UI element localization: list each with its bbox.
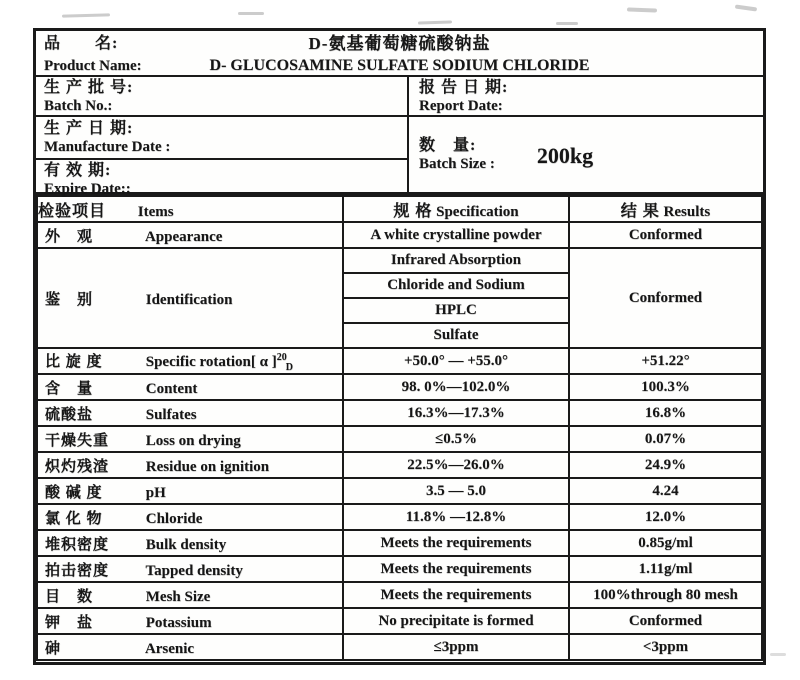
item-label-en: pH <box>145 484 166 501</box>
table-row-arsenic <box>37 634 762 660</box>
item-chloride <box>37 504 343 530</box>
result-sulfates: 16.8% <box>569 400 762 426</box>
item-label-en: Arsenic <box>144 640 195 657</box>
result-chloride: 12.0% <box>569 504 762 530</box>
spec-sulfates: 16.3%—17.3% <box>343 400 569 426</box>
batch-size-labels <box>419 136 495 173</box>
table-row-content <box>37 374 762 400</box>
header-items <box>37 196 343 222</box>
item-label-cn: 外 观 <box>45 228 94 245</box>
item-label-en: Potassium <box>145 614 212 631</box>
result-content: 100.3% <box>569 374 762 400</box>
table-row-mesh-size <box>37 582 762 608</box>
item-tapped-density <box>37 556 343 582</box>
item-label-cn: 目 数 <box>45 588 94 605</box>
rotation-label-text: Specific rotation[ α ] <box>145 353 277 370</box>
result-ph: 4.24 <box>569 478 762 504</box>
scan-artifact <box>627 7 657 12</box>
table-row-ph <box>37 478 762 504</box>
item-identification <box>37 248 343 348</box>
spec-content: 98. 0%—102.0% <box>343 374 569 400</box>
expire-date-label-cn: 有 效 期: <box>44 162 112 179</box>
item-ph <box>37 478 343 504</box>
item-specific-rotation <box>37 348 343 374</box>
spec-identification-ir: Infrared Absorption <box>343 248 569 273</box>
result-specific-rotation: +51.22° <box>569 348 762 374</box>
expire-date-cell <box>36 160 407 197</box>
result-arsenic: <3ppm <box>569 634 762 660</box>
spec-loss-on-drying: ≤0.5% <box>343 426 569 452</box>
report-date-label-en: Report Date: <box>419 98 503 114</box>
item-label-en: Bulk density <box>145 536 227 553</box>
certificate-of-analysis <box>33 28 766 665</box>
spec-residue-on-ignition: 22.5%—26.0% <box>343 452 569 478</box>
spec-specific-rotation: +50.0° — +55.0° <box>343 348 569 374</box>
spec-appearance: A white crystalline powder <box>343 222 569 248</box>
table-row-bulk-density <box>37 530 762 556</box>
spec-bulk-density: Meets the requirements <box>343 530 569 556</box>
manufacture-date-label-cn: 生 产 日 期: <box>44 120 134 137</box>
product-name-row <box>36 31 763 77</box>
table-row-potassium <box>37 608 762 634</box>
result-identification: Conformed <box>569 248 762 348</box>
item-label-cn: 比 旋 度 <box>45 353 103 370</box>
item-label-en: Loss on drying <box>145 432 241 449</box>
spec-identification-chloride-sodium: Chloride and Sodium <box>343 273 569 298</box>
spec-potassium: No precipitate is formed <box>343 608 569 634</box>
scan-artifact <box>418 20 452 24</box>
item-label-en: Residue on ignition <box>145 458 270 475</box>
table-row-residue-on-ignition <box>37 452 762 478</box>
manufacture-date-label-en: Manufacture Date : <box>44 139 171 155</box>
table-row-loss-on-drying <box>37 426 762 452</box>
header-results-cn: 结 果 <box>620 202 660 220</box>
table-row-tapped-density <box>37 556 762 582</box>
item-residue-on-ignition <box>37 452 343 478</box>
header-items-cn: 检验项目 <box>38 202 107 220</box>
batch-size-label-cn: 数 量: <box>419 137 477 154</box>
item-label-cn: 堆积密度 <box>45 536 110 553</box>
report-date-label-cn: 报 告 日 期: <box>419 79 509 96</box>
scan-artifact <box>62 13 110 17</box>
batch-no-label-en: Batch No.: <box>44 98 113 114</box>
batch-report-row <box>36 77 763 117</box>
item-label-cn: 硫酸盐 <box>45 406 94 423</box>
item-label-en: Identification <box>145 291 233 308</box>
item-label-en: Sulfates <box>145 406 197 423</box>
rotation-sub: D <box>285 361 293 373</box>
batch-size-cell <box>409 117 763 192</box>
spec-tapped-density: Meets the requirements <box>343 556 569 582</box>
header-spec-en: Specification <box>436 203 519 220</box>
spec-chloride: 11.8% —12.8% <box>343 504 569 530</box>
spec-identification-hplc: HPLC <box>343 298 569 323</box>
result-tapped-density: 1.11g/ml <box>569 556 762 582</box>
item-bulk-density <box>37 530 343 556</box>
item-arsenic <box>37 634 343 660</box>
dates-quantity-row <box>36 117 763 195</box>
item-label-cn: 拍击密度 <box>45 562 110 579</box>
item-mesh-size <box>37 582 343 608</box>
item-label-cn: 干燥失重 <box>45 432 110 449</box>
batch-size-value: 200kg <box>536 142 594 168</box>
table-header-row <box>37 196 762 222</box>
item-label-en: Chloride <box>145 510 203 527</box>
item-label-cn: 酸 碱 度 <box>45 484 103 501</box>
result-mesh-size: 100%through 80 mesh <box>569 582 762 608</box>
manufacture-date-cell <box>36 117 407 160</box>
product-name-value-cn: D-氨基葡萄糖硫酸钠盐 <box>308 34 491 53</box>
product-name-value-en: D- GLUCOSAMINE SULFATE SODIUM CHLORIDE <box>209 57 590 74</box>
result-appearance: Conformed <box>569 222 762 248</box>
expire-date-label-en: Expire Date:: <box>44 181 131 197</box>
item-label-en <box>145 351 293 373</box>
spec-identification-sulfate: Sulfate <box>343 323 569 348</box>
result-residue-on-ignition: 24.9% <box>569 452 762 478</box>
item-label-cn: 砷 <box>45 640 62 657</box>
report-date-cell <box>409 77 763 115</box>
item-label-cn: 氯 化 物 <box>45 510 103 527</box>
item-label-en: Content <box>145 380 198 397</box>
item-label-en: Tapped density <box>145 562 243 579</box>
header-spec-cn: 规 格 <box>393 202 433 220</box>
scan-artifact <box>556 22 578 25</box>
item-sulfates <box>37 400 343 426</box>
table-row-chloride <box>37 504 762 530</box>
item-label-cn: 炽灼残渣 <box>45 458 110 475</box>
item-label-cn: 含 量 <box>45 380 94 397</box>
product-name-label-en: Product Name: <box>44 58 142 74</box>
item-label-cn: 钾 盐 <box>45 614 94 631</box>
rotation-sup: 20 <box>276 351 287 363</box>
header-results-en: Results <box>663 203 711 220</box>
result-potassium: Conformed <box>569 608 762 634</box>
spec-ph: 3.5 — 5.0 <box>343 478 569 504</box>
batch-size-label-en: Batch Size : <box>419 156 495 172</box>
batch-no-cell <box>36 77 409 115</box>
product-name-label-cn: 品 名: <box>44 35 119 52</box>
result-bulk-density: 0.85g/ml <box>569 530 762 556</box>
spec-arsenic: ≤3ppm <box>343 634 569 660</box>
dates-column <box>36 117 409 197</box>
header-specification <box>343 196 569 222</box>
table-row-sulfates <box>37 400 762 426</box>
item-appearance <box>37 222 343 248</box>
item-label-cn: 鉴 别 <box>45 291 94 308</box>
analysis-table <box>36 195 763 661</box>
scan-artifact <box>735 4 757 11</box>
table-row-appearance <box>37 222 762 248</box>
header-items-en: Items <box>137 203 174 220</box>
item-potassium <box>37 608 343 634</box>
table-row-specific-rotation <box>37 348 762 374</box>
product-name-line-en <box>36 55 763 77</box>
product-name-line-cn <box>36 33 763 55</box>
result-loss-on-drying: 0.07% <box>569 426 762 452</box>
scan-artifact <box>770 653 786 656</box>
item-content <box>37 374 343 400</box>
header-results <box>569 196 762 222</box>
item-label-en: Mesh Size <box>145 588 211 605</box>
table-row-identification <box>37 248 762 273</box>
item-label-en: Appearance <box>144 228 223 245</box>
spec-mesh-size: Meets the requirements <box>343 582 569 608</box>
scan-artifact <box>238 12 264 15</box>
item-loss-on-drying <box>37 426 343 452</box>
batch-no-label-cn: 生 产 批 号: <box>44 79 134 96</box>
